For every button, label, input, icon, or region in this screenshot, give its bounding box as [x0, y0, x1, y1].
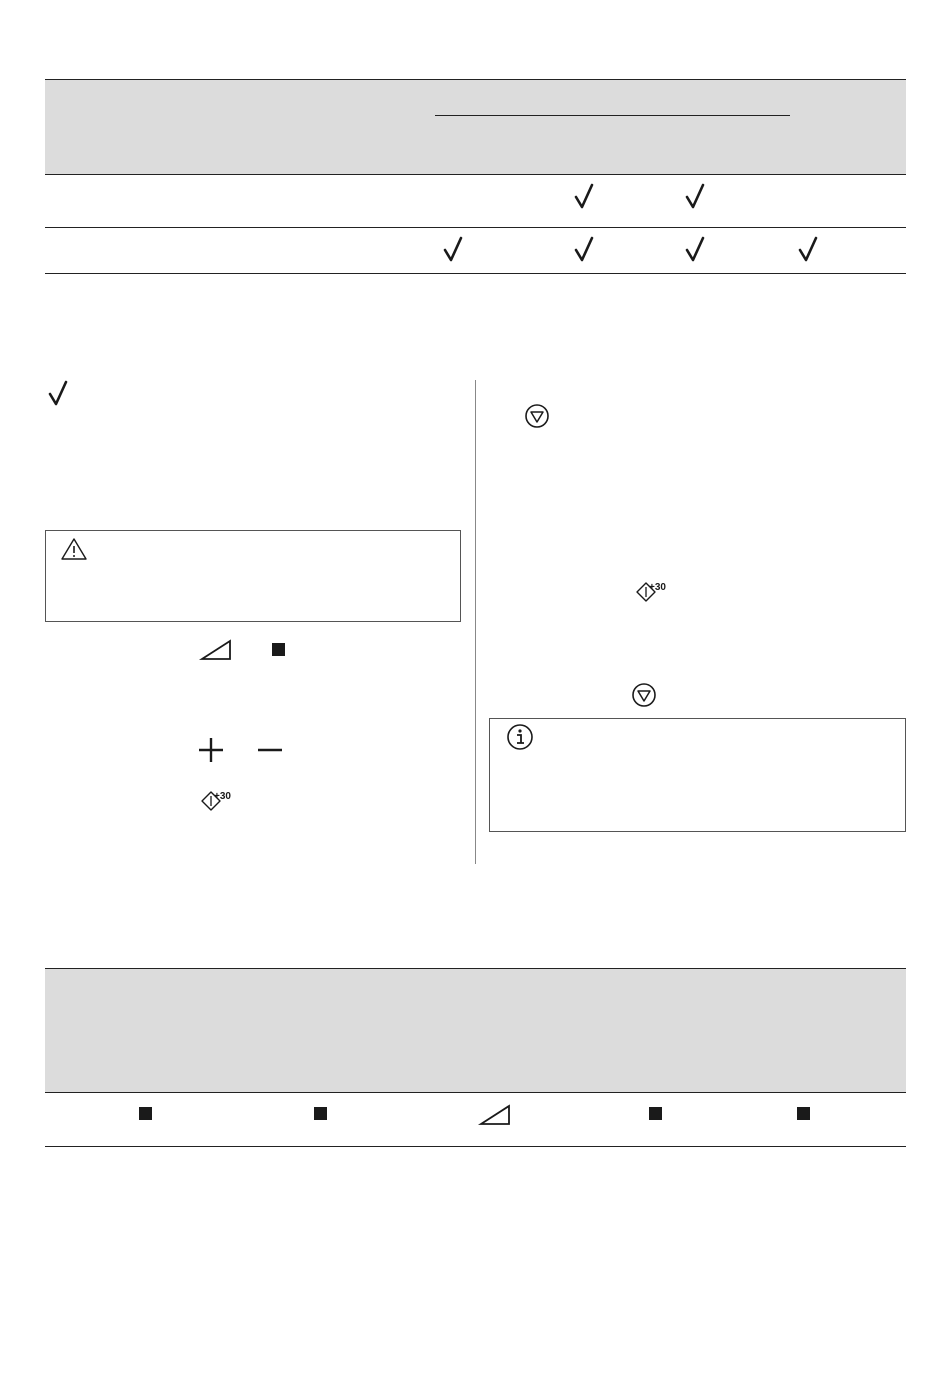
checkmark-icon	[443, 236, 463, 262]
solid-square-icon	[272, 643, 285, 656]
bottom-table-bottom-rule	[45, 1146, 906, 1147]
top-table-bottom-rule	[45, 273, 906, 274]
top-table-header-rule	[45, 174, 906, 175]
plus-icon	[198, 737, 224, 763]
svg-text:+30: +30	[649, 582, 666, 593]
warning-triangle-icon	[60, 537, 88, 561]
minus-icon	[257, 737, 283, 763]
checkmark-icon	[574, 236, 594, 262]
checkmark-icon	[574, 183, 594, 209]
down-triangle-circle-icon	[631, 682, 657, 708]
svg-text:+30: +30	[214, 791, 231, 802]
warning-box	[45, 530, 461, 622]
ramp-triangle-icon	[200, 639, 232, 661]
top-table-row-rule	[45, 227, 906, 228]
solid-square-icon	[139, 1107, 152, 1120]
checkmark-icon	[798, 236, 818, 262]
info-icon	[506, 723, 534, 751]
header-group-underline	[435, 115, 790, 116]
solid-square-icon	[797, 1107, 810, 1120]
ramp-triangle-icon	[479, 1104, 511, 1126]
plus-30-button-icon	[634, 580, 670, 608]
plus-30-button-icon	[199, 789, 235, 817]
solid-square-icon	[314, 1107, 327, 1120]
bottom-table-header-rule	[45, 1092, 906, 1093]
column-divider	[475, 380, 476, 864]
down-triangle-circle-icon	[524, 403, 550, 429]
top-table-header	[45, 80, 906, 174]
checkmark-icon	[685, 183, 705, 209]
bottom-table-header	[45, 969, 906, 1092]
checkmark-icon	[48, 380, 68, 406]
info-box	[489, 718, 906, 832]
checkmark-icon	[685, 236, 705, 262]
solid-square-icon	[649, 1107, 662, 1120]
